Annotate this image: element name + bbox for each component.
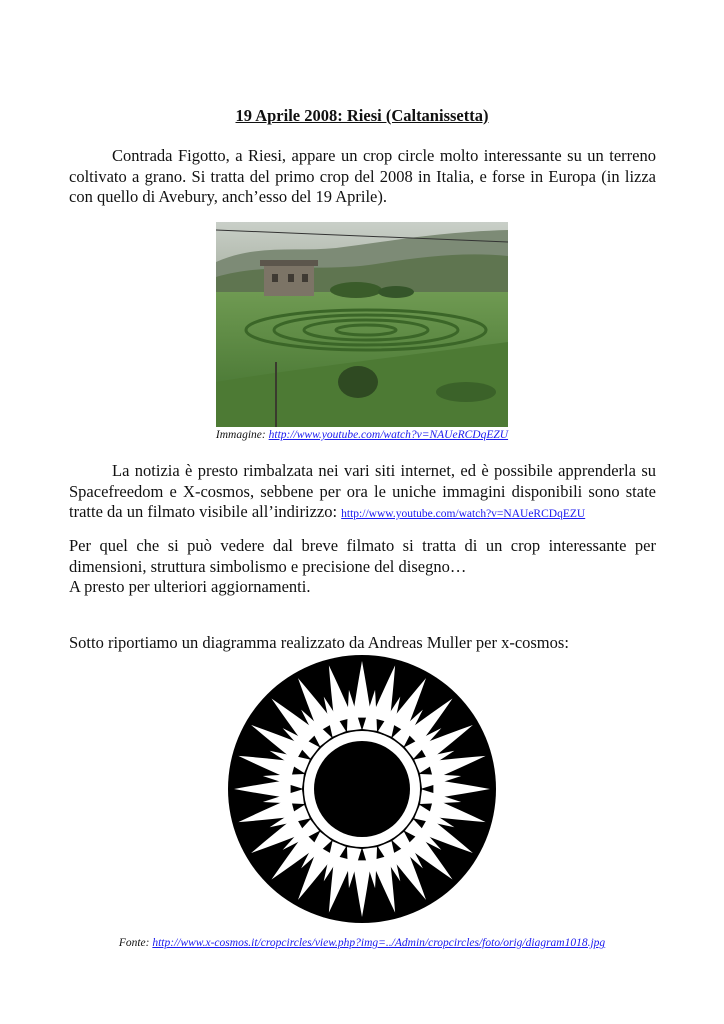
news-paragraph: [69, 461, 656, 525]
photo-caption: [0, 429, 724, 441]
observation-paragraph: [69, 536, 656, 598]
update-text: A presto per ulteriori aggiornamenti.: [69, 577, 311, 596]
diagram-caption-label: Fonte:: [118, 937, 150, 949]
diagram-caption: [0, 937, 724, 949]
diagram-center-disc: [314, 741, 410, 837]
diagram-source-link[interactable]: http://www.x-cosmos.it/cropcircles/view.php?img=../Admin/cropcircles/foto/orig/diagram1018.jpg: [152, 937, 606, 949]
news-paragraph-text: La notizia è presto rimbalzata nei vari siti internet, ed è possibile apprenderla su Spacefreedom e X-cosmos, sebbene per ora le uniche immagini disponibili sono state tratte da un filmato visibile all’indirizzo:: [69, 461, 656, 521]
observation-text: Per quel che si può vedere dal breve filmato si tratta di un crop interessante per dimensioni, struttura simbolismo e precisione del disegno…: [69, 536, 656, 576]
photo-source-link[interactable]: http://www.youtube.com/watch?v=NAUeRCDqEZU: [268, 429, 509, 441]
crop-circle-photo: [216, 222, 508, 427]
crop-circle-diagram: [228, 653, 496, 925]
intro-paragraph: Contrada Figotto, a Riesi, appare un crop circle molto interessante su un terreno coltivato a grano. Si tratta del primo crop del 2008 in Italia, e forse in Europa (in lizza con quello di Avebury, anch’esso del 19 Aprile).: [69, 146, 656, 206]
diagram-intro: Sotto riportiamo un diagramma realizzato da Andreas Muller per x-cosmos:: [69, 633, 569, 652]
photo-caption-label: Immagine:: [215, 429, 266, 441]
crop-field-image: [216, 222, 508, 427]
video-link[interactable]: http://www.youtube.com/watch?v=NAUeRCDqEZU: [341, 508, 586, 520]
page-title: 19 Aprile 2008: Riesi (Caltanissetta): [235, 106, 489, 125]
